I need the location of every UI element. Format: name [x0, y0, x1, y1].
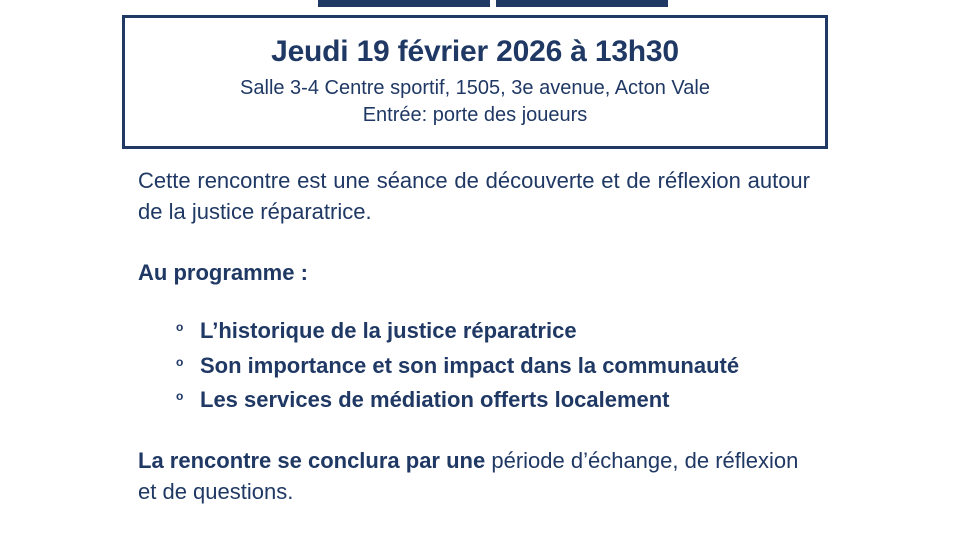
- bullet-marker-icon: o: [176, 354, 184, 369]
- closing-bold-text: La rencontre se conclura par une: [138, 447, 492, 473]
- list-item-label: L’historique de la justice réparatrice: [200, 318, 577, 344]
- list-item: [176, 383, 810, 417]
- event-address: Salle 3-4 Centre sportif, 1505, 3e avenue, Acton Vale: [240, 76, 710, 99]
- intro-paragraph: Cette rencontre est une séance de découverte et de réflexion autour de la justice réparatrice.: [138, 168, 810, 225]
- list-item-label: Son importance et son impact dans la communauté: [200, 352, 740, 378]
- decorative-bar-right: [496, 0, 668, 7]
- programme-heading: Au programme :: [138, 260, 308, 286]
- body-content: [138, 165, 810, 507]
- event-date-time: Jeudi 19 février 2026 à 13h30: [271, 35, 679, 68]
- event-entrance: Entrée: porte des joueurs: [362, 103, 588, 126]
- top-decorative-bars: [318, 0, 668, 7]
- closing-paragraph: [138, 445, 810, 507]
- programme-list: [138, 314, 810, 416]
- closing-regular-text: période d’échange, de réflexion et de questions.: [138, 447, 799, 504]
- decorative-bar-left: [318, 0, 490, 7]
- header-box: [122, 15, 828, 149]
- bullet-marker-icon: o: [176, 388, 184, 403]
- list-item: [176, 349, 810, 383]
- list-item: [176, 314, 810, 348]
- list-item-label: Les services de médiation offerts localement: [200, 386, 670, 412]
- bullet-marker-icon: o: [176, 320, 184, 335]
